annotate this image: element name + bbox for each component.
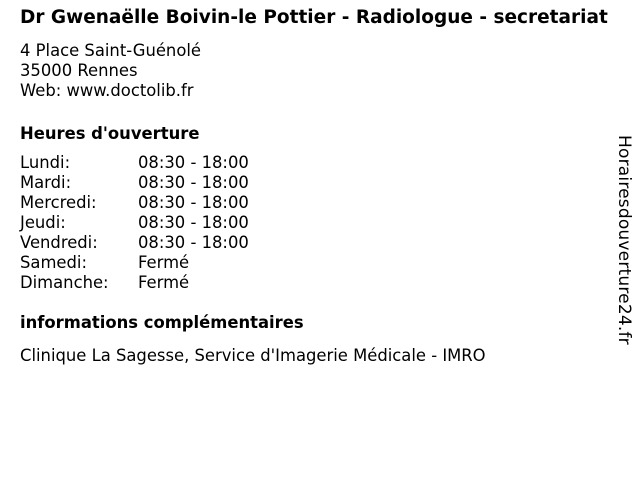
hours-row <box>20 253 249 273</box>
hours-value: Fermé <box>138 253 190 272</box>
hours-row <box>20 173 249 193</box>
hours-table <box>20 153 249 293</box>
hours-row <box>20 273 249 293</box>
hours-value: Fermé <box>138 273 190 292</box>
day-label: Mercredi: <box>20 193 97 212</box>
hours-value: 08:30 - 18:00 <box>138 213 249 232</box>
info-heading: informations complémentaires <box>20 313 304 332</box>
hours-value: 08:30 - 18:00 <box>138 193 249 212</box>
hours-value: 08:30 - 18:00 <box>138 173 249 192</box>
business-listing <box>20 8 620 366</box>
address-block <box>20 41 620 101</box>
info-text: Clinique La Sagesse, Service d'Imagerie Médicale - IMRO <box>20 346 486 365</box>
address-web: Web: www.doctolib.fr <box>20 81 194 100</box>
day-label: Dimanche: <box>20 273 109 292</box>
day-label: Vendredi: <box>20 233 98 252</box>
hours-row <box>20 233 249 253</box>
hours-value: 08:30 - 18:00 <box>138 233 249 252</box>
hours-row <box>20 153 249 173</box>
day-label: Mardi: <box>20 173 72 192</box>
hours-heading: Heures d'ouverture <box>20 124 200 143</box>
hours-value: 08:30 - 18:00 <box>138 153 249 172</box>
day-label: Lundi: <box>20 153 71 172</box>
address-city: 35000 Rennes <box>20 61 138 80</box>
page-title: Dr Gwenaëlle Boivin-le Pottier - Radiologue - secretariat <box>20 7 608 28</box>
site-watermark: Horairesdouverture24.fr <box>614 135 634 345</box>
day-label: Samedi: <box>20 253 87 272</box>
address-street: 4 Place Saint-Guénolé <box>20 41 201 60</box>
hours-row <box>20 193 249 213</box>
day-label: Jeudi: <box>20 213 66 232</box>
hours-row <box>20 213 249 233</box>
